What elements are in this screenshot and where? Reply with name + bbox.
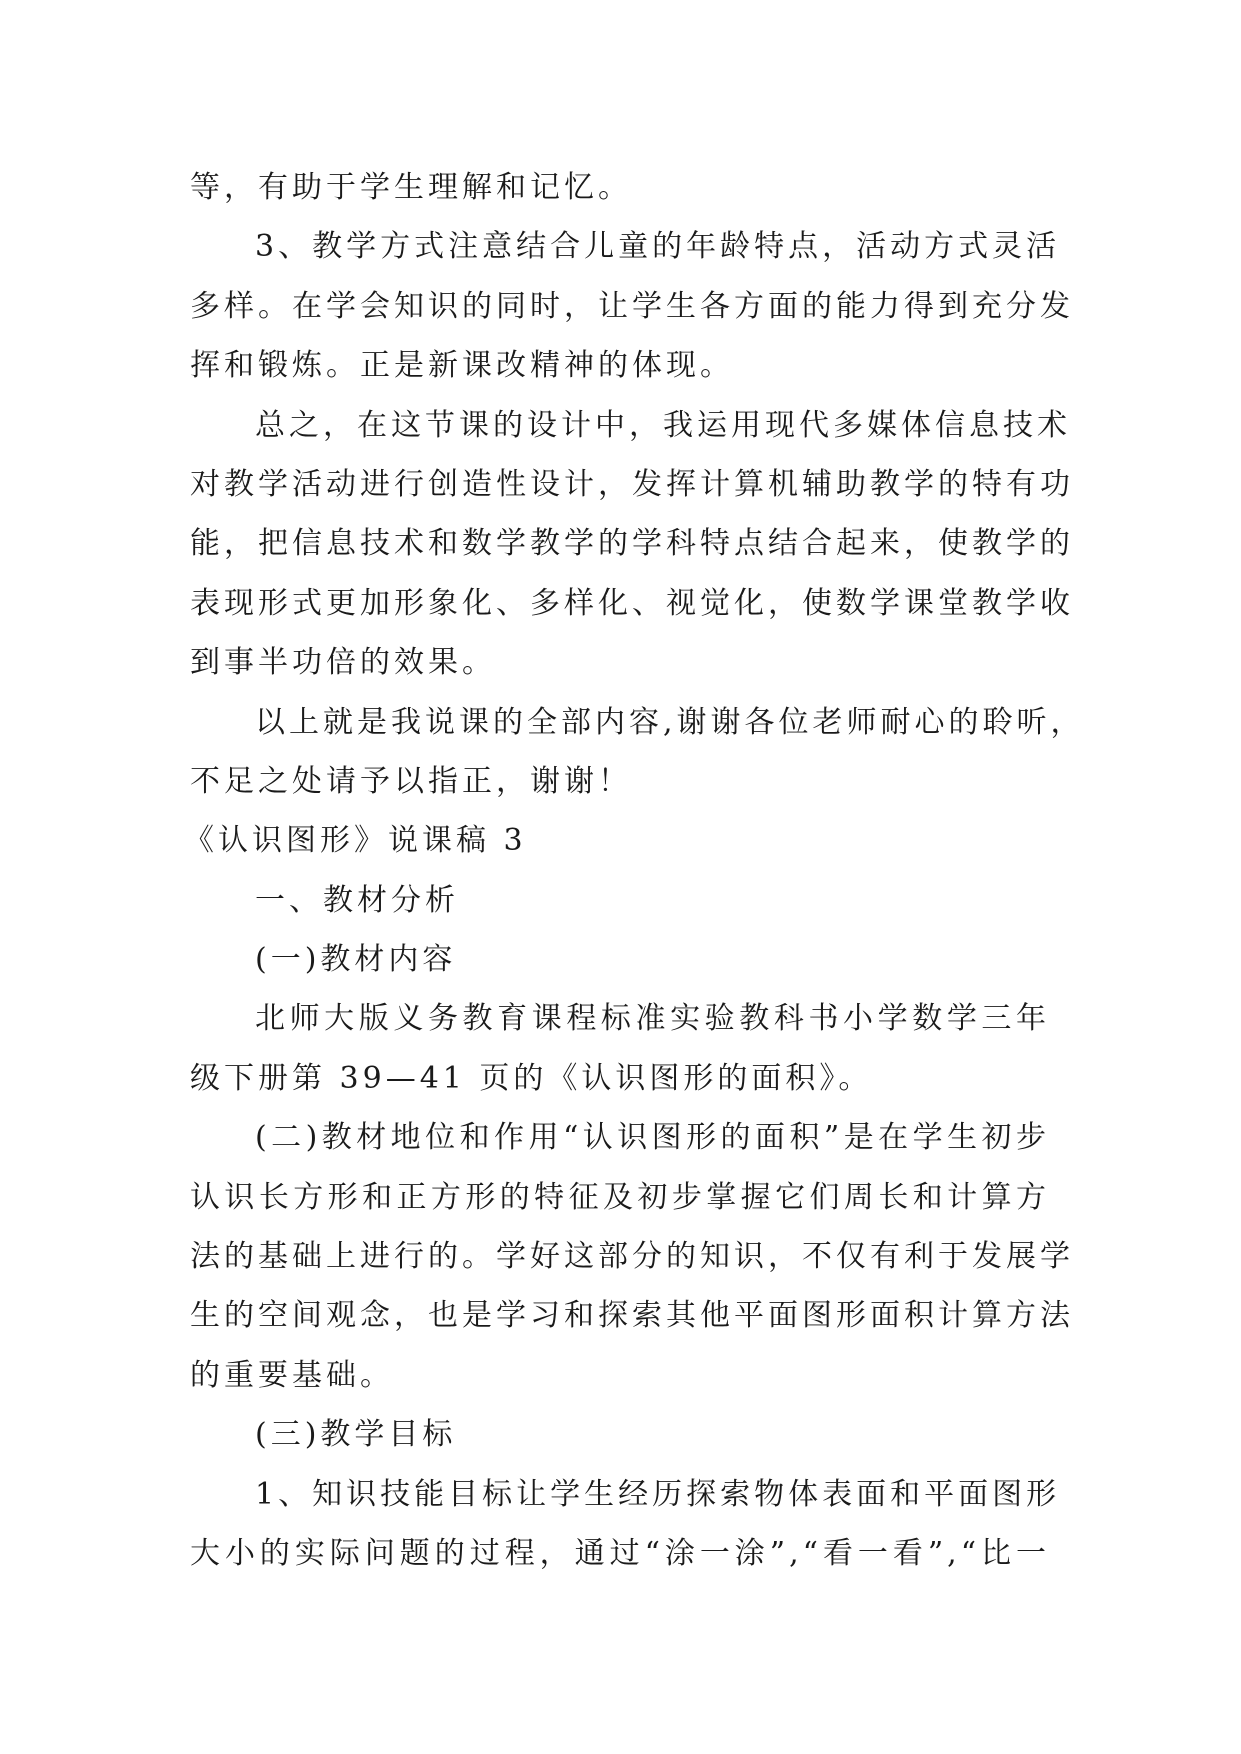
text-line: (二)教材地位和作用“认识图形的面积”是在学生初步	[255, 1120, 1050, 1156]
text-line: 多样。在学会知识的同时，让学生各方面的能力得到充分发	[190, 288, 1074, 324]
text-line: 大小的实际问题的过程，通过“涂一涂”,“看一看”,“比一	[190, 1535, 1050, 1571]
text-line: 生的空间观念，也是学习和探索其他平面图形面积计算方法	[190, 1298, 1074, 1334]
text-line: 挥和锻炼。正是新课改精神的体现。	[190, 348, 734, 384]
text-line: 认识长方形和正方形的特征及初步掌握它们周长和计算方	[190, 1179, 1050, 1215]
text-line: 的重要基础。	[190, 1357, 394, 1393]
subsection-heading: (三)教学目标	[255, 1417, 457, 1453]
text-line: 以上就是我说课的全部内容,谢谢各位老师耐心的聆听，	[255, 704, 1085, 740]
text-line: 北师大版义务教育课程标准实验教科书小学数学三年	[255, 1001, 1050, 1037]
text-line: 总之，在这节课的设计中，我运用现代多媒体信息技术	[255, 407, 1071, 443]
text-line: 不足之处请予以指正，谢谢！	[190, 763, 632, 799]
text-line: 能，把信息技术和数学教学的学科特点结合起来，使教学的	[190, 526, 1074, 562]
text-line: 到事半功倍的效果。	[190, 645, 496, 681]
subsection-heading: 一、教材分析	[255, 882, 459, 918]
text-line: 等，有助于学生理解和记忆。	[190, 170, 632, 205]
text-line: 3、教学方式注意结合儿童的年龄特点，活动方式灵活	[255, 229, 1061, 265]
section-heading: 《认识图形》说课稿 3	[184, 823, 527, 859]
subsection-heading: (一)教材内容	[255, 942, 457, 978]
text-line: 对教学活动进行创造性设计，发挥计算机辅助教学的特有功	[190, 466, 1074, 502]
text-line: 法的基础上进行的。学好这部分的知识，不仅有利于发展学	[190, 1239, 1074, 1275]
text-line: 1、知识技能目标让学生经历探索物体表面和平面图形	[255, 1476, 1061, 1512]
document-body	[184, 158, 1085, 1583]
text-line: 表现形式更加形象化、多样化、视觉化，使数学课堂教学收	[190, 585, 1074, 621]
text-line: 级下册第 39—41 页的《认识图形的面积》。	[190, 1060, 873, 1096]
